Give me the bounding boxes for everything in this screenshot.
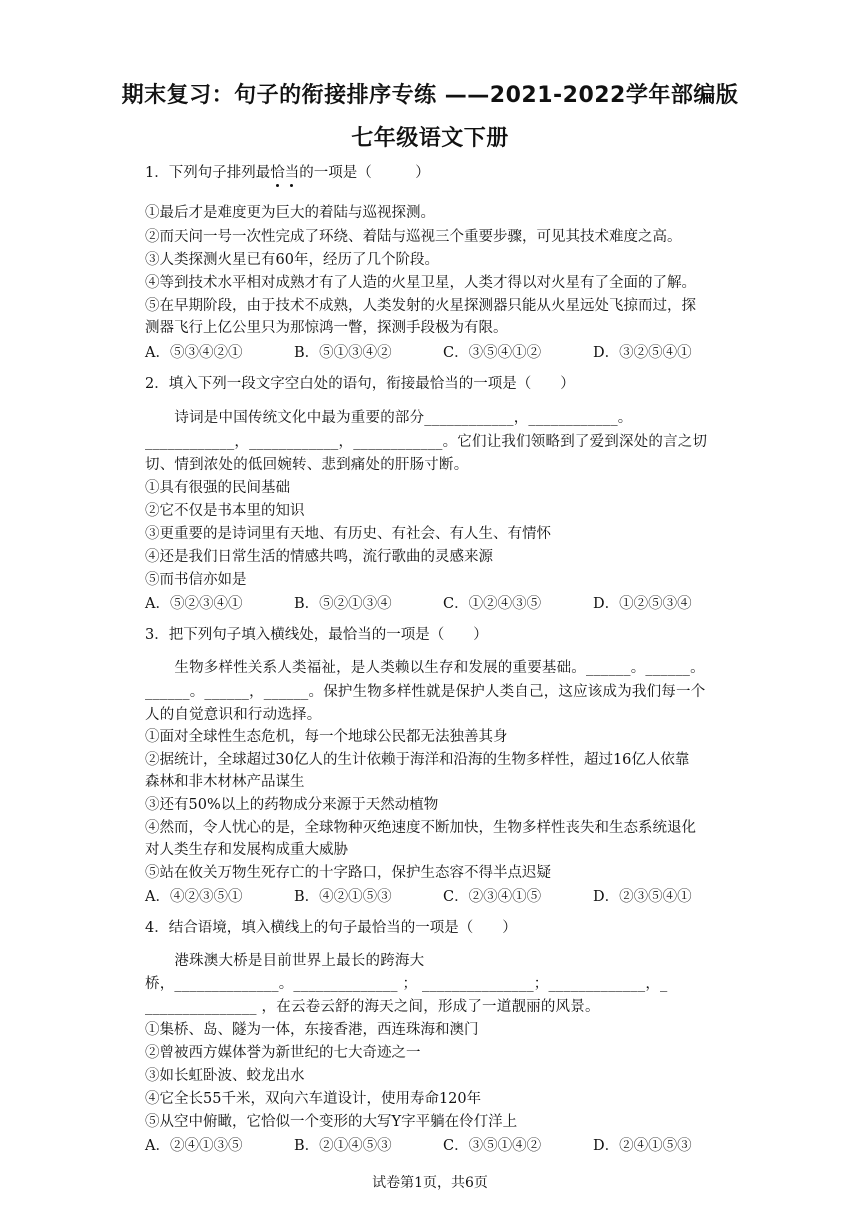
q2-passage-line: 诗词是中国传统文化中最为重要的部分____________，____________。 xyxy=(145,410,633,426)
option-a: A．④②③⑤① xyxy=(145,889,243,905)
q3-passage-line: 生物多样性关系人类福祉，是人类赖以生存和发展的重要基础。______。______。 xyxy=(145,660,705,676)
option-a: A．⑤②③④① xyxy=(145,596,243,612)
option-b: B．⑤①③④② xyxy=(294,345,392,361)
question-1-options xyxy=(145,341,725,361)
question-2-options xyxy=(145,592,725,612)
question-4-stem: 4．结合语境，填入横线上的句子最恰当的一项是（ ） xyxy=(145,920,517,936)
q1-item: ⑤在早期阶段，由于技术不成熟，人类发射的火星探测器只能从火星远处飞掠而过，探 xyxy=(145,298,696,314)
q2-item: ③更重要的是诗词里有天地、有历史、有社会、有人生、有情怀 xyxy=(145,526,551,542)
q2-passage-line: 切、情到浓处的低回婉转、悲到痛处的肝肠寸断。 xyxy=(145,457,469,473)
question-1-stem-post: 的一项是（ ） xyxy=(299,165,430,181)
q3-passage-line: ______。______，______。保护生物多样性就是保护人类自己，这应该成为我们每一个 xyxy=(145,684,706,700)
q4-item: ⑤从空中俯瞰，它恰似一个变形的大写Y字平躺在伶仃洋上 xyxy=(145,1114,518,1130)
question-1-stem-pre: 1．下列句子排列最 xyxy=(145,165,271,181)
q4-passage-line: 港珠澳大桥是目前世界上最长的跨海大 xyxy=(145,953,425,969)
option-c: C．③⑤④①② xyxy=(443,345,542,361)
q4-item: ②曾被西方媒体誉为新世纪的七大奇迹之一 xyxy=(145,1045,421,1061)
q2-item: ②它不仅是书本里的知识 xyxy=(145,503,305,519)
option-c: C．①②④③⑤ xyxy=(443,596,542,612)
q2-item: ①具有很强的民间基础 xyxy=(145,480,290,496)
option-c: C．②③④①⑤ xyxy=(443,889,542,905)
q3-item: 对人类生存和发展构成重大威胁 xyxy=(145,842,348,858)
emphasis-dot xyxy=(276,184,279,187)
q2-passage-line: ____________，____________，____________。它们让我们领略到了爱到深处的言之切 xyxy=(145,434,708,450)
emphasis-char xyxy=(285,165,300,181)
option-a: A．⑤③④②① xyxy=(145,345,243,361)
q4-item: ④它全长55千米，双向六车道设计，使用寿命120年 xyxy=(145,1091,482,1107)
option-c: C．③⑤①④② xyxy=(443,1138,542,1154)
page-title-line1: 期末复习：句子的衔接排序专练 ——2021-2022学年部编版 xyxy=(121,83,739,108)
q1-item: ②而天问一号一次性完成了环绕、着陆与巡视三个重要步骤，可见其技术难度之高。 xyxy=(145,229,682,245)
option-b: B．⑤②①③④ xyxy=(294,596,392,612)
q1-item: ①最后才是难度更为巨大的着陆与巡视探测。 xyxy=(145,205,435,221)
q3-item: ②据统计，全球超过30亿人的生计依赖于海洋和沿海的生物多样性，超过16亿人依靠 xyxy=(145,752,690,768)
question-3-options xyxy=(145,885,725,905)
option-d: D．③②⑤④① xyxy=(593,345,692,361)
q4-item: ①集桥、岛、隧为一体，东接香港，西连珠海和澳门 xyxy=(145,1022,479,1038)
question-1-stem xyxy=(145,163,430,183)
question-2-stem: 2．填入下列一段文字空白处的语句，衔接最恰当的一项是（ ） xyxy=(145,376,575,392)
q3-item: ④然而，令人忧心的是，全球物种灭绝速度不断加快，生物多样性丧失和生态系统退化 xyxy=(145,820,696,836)
page-footer: 试卷第1页，共6页 xyxy=(372,1175,488,1191)
q3-item: ①面对全球性生态危机，每一个地球公民都无法独善其身 xyxy=(145,729,508,745)
option-d: D．①②⑤③④ xyxy=(593,596,692,612)
q1-item: 测器飞行上亿公里只为那惊鸿一瞥，探测手段极为有限。 xyxy=(145,320,508,336)
q3-item: ③还有50%以上的药物成分来源于天然动植物 xyxy=(145,797,439,813)
q4-passage-line: 桥，______________。______________ ； _______________；_____________，_ xyxy=(145,976,668,992)
question-3-stem: 3．把下列句子填入横线处，最恰当的一项是（ ） xyxy=(145,627,488,643)
emphasis-text: 当 xyxy=(284,165,300,181)
q3-item: ⑤站在攸关万物生死存亡的十字路口，保护生态容不得半点迟疑 xyxy=(145,865,551,881)
q3-passage-line: 人的自觉意识和行动选择。 xyxy=(145,707,322,723)
emphasis-char xyxy=(270,165,285,181)
q3-item: 森林和非木材林产品谋生 xyxy=(145,774,305,790)
option-d: D．②④①⑤③ xyxy=(593,1138,692,1154)
question-4-options xyxy=(145,1134,725,1154)
emphasis-dot xyxy=(290,184,293,187)
q4-passage-line: _______________ ，在云卷云舒的海天之间，形成了一道靓丽的风景。 xyxy=(145,999,600,1015)
q1-item: ③人类探测火星已有60年，经历了几个阶段。 xyxy=(145,252,439,268)
q2-item: ⑤而书信亦如是 xyxy=(145,572,247,588)
option-a: A．②④①③⑤ xyxy=(145,1138,243,1154)
emphasis-text: 恰 xyxy=(270,165,285,181)
option-d: D．②③⑤④① xyxy=(593,889,692,905)
q1-item: ④等到技术水平相对成熟才有了人造的火星卫星，人类才得以对火星有了全面的了解。 xyxy=(145,275,696,291)
page-title-line2: 七年级语文下册 xyxy=(351,126,509,151)
q4-item: ③如长虹卧波、蛟龙出水 xyxy=(145,1068,305,1084)
option-b: B．④②①⑤③ xyxy=(294,889,392,905)
q2-item: ④还是我们日常生活的情感共鸣，流行歌曲的灵感来源 xyxy=(145,549,493,565)
option-b: B．②①④⑤③ xyxy=(294,1138,392,1154)
